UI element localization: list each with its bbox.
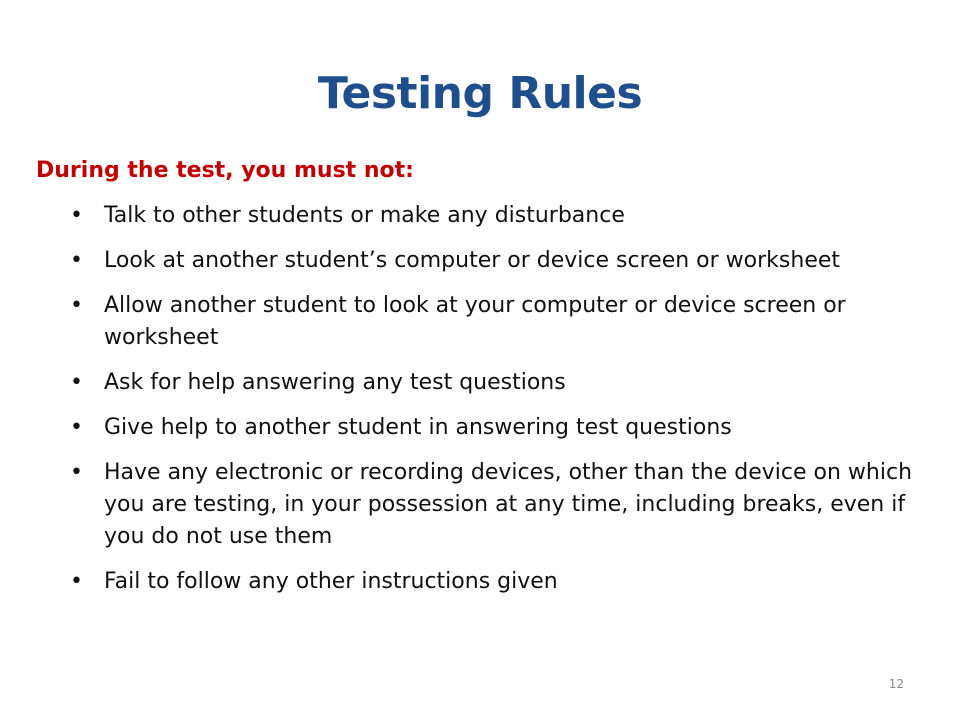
rule-text: Have any electronic or recording devices, other than the device on which you are testing, in your possession at any time, including breaks, even if you do not use them <box>104 460 913 549</box>
list-item <box>64 457 924 553</box>
rule-text: Ask for help answering any test questions <box>104 370 566 395</box>
list-item <box>64 367 924 399</box>
bullet-icon: • <box>70 370 83 395</box>
list-item <box>64 566 924 598</box>
bullet-icon: • <box>70 569 83 594</box>
rules-list <box>64 200 924 611</box>
list-item <box>64 412 924 444</box>
slide-subtitle: During the test, you must not: <box>36 158 414 183</box>
rule-text: Talk to other students or make any disturbance <box>104 203 625 228</box>
list-item <box>64 200 924 232</box>
rule-text: Allow another student to look at your computer or device screen or worksheet <box>104 293 846 350</box>
slide-title: Testing Rules <box>317 68 643 119</box>
bullet-icon: • <box>70 248 83 273</box>
page-number: 12 <box>888 677 904 691</box>
rule-text: Fail to follow any other instructions given <box>104 569 558 594</box>
list-item <box>64 245 924 277</box>
bullet-icon: • <box>70 460 83 485</box>
rule-text: Look at another student’s computer or device screen or worksheet <box>104 248 841 273</box>
list-item <box>64 290 924 354</box>
bullet-icon: • <box>70 293 83 318</box>
bullet-icon: • <box>70 203 83 228</box>
bullet-icon: • <box>70 415 83 440</box>
rule-text: Give help to another student in answering test questions <box>104 415 732 440</box>
